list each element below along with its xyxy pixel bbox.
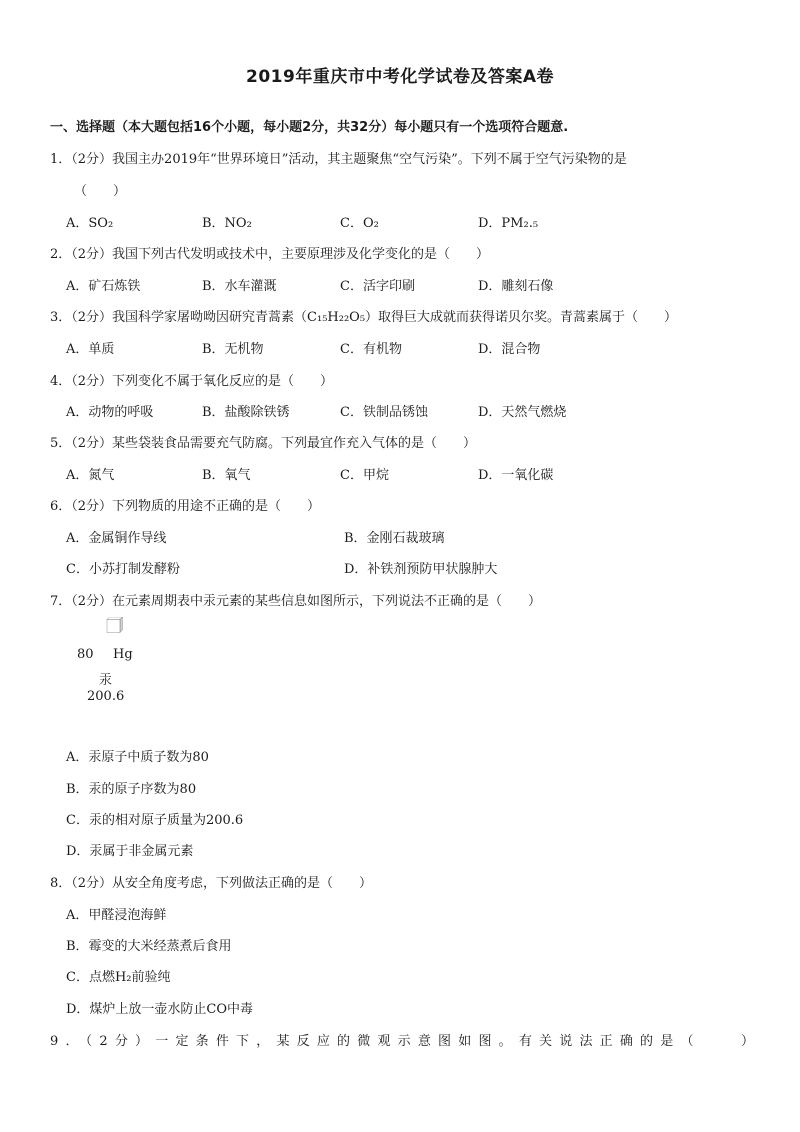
question-7-stem [50, 590, 541, 609]
question-number: 2． [50, 247, 72, 262]
question-1-stem [50, 148, 627, 167]
q7-option-d: D．汞属于非金属元素 [66, 844, 194, 859]
q6-option-c: C．小苏打制发酵粉 [66, 562, 180, 577]
q6-option-d: D．补铁剂预防甲状腺肿大 [344, 562, 498, 577]
q6-option-b: B．金刚石裁玻璃 [344, 531, 445, 546]
element-card-mercury [67, 617, 167, 717]
q4-option-d: D．天然气燃烧 [478, 405, 567, 420]
q5-option-c: C．甲烷 [340, 468, 389, 483]
q3-option-d: D．混合物 [478, 342, 541, 357]
q3-option-c: C．有机物 [340, 342, 402, 357]
q1-option-d: D．PM₂.₅ [478, 216, 539, 231]
question-number: 9． [50, 1034, 86, 1049]
q7-option-b: B．汞的原子序数为80 [66, 782, 197, 797]
q2-option-d: D．雕刻石像 [478, 279, 554, 294]
q3-option-a: A．单质 [66, 342, 115, 357]
q1-option-b: B．NO₂ [202, 216, 252, 231]
question-4-stem [50, 370, 333, 389]
question-text: （2分）我国主办2019年“世界环境日”活动，其主题聚焦“空气污染”。下列不属于空气污染物的是 [71, 152, 627, 167]
q5-option-b: B．氧气 [202, 468, 251, 483]
question-text: （2分）某些袋装食品需要充气防腐。下列最宜作充入气体的是（ ） [71, 436, 477, 451]
q4-option-c: C．铁制品锈蚀 [340, 405, 428, 420]
question-text: （2分）从安全角度考虑，下列做法正确的是（ ） [71, 876, 373, 891]
q2-option-a: A．矿石炼铁 [66, 279, 141, 294]
q8-option-d: D．煤炉上放一壶水防止CO中毒 [66, 1002, 254, 1017]
q1-option-c: C．O₂ [340, 216, 379, 231]
q7-option-c: C．汞的相对原子质量为200.6 [66, 813, 244, 828]
atomic-mass: 200.6 [87, 689, 125, 704]
question-9-stem [50, 1030, 761, 1049]
q1-option-a: A．SO₂ [66, 216, 114, 231]
question-number: 5． [50, 436, 72, 451]
q7-option-a: A．汞原子中质子数为80 [66, 750, 209, 765]
question-number: 8． [50, 876, 72, 891]
question-number: 1． [50, 152, 72, 167]
q8-option-b: B．霉变的大米经蒸煮后食用 [66, 939, 232, 954]
question-number: 3． [50, 310, 72, 325]
question-text: （2分）下列变化不属于氧化反应的是（ ） [71, 374, 334, 389]
cube-outline-icon [67, 617, 163, 633]
question-number: 7． [50, 594, 72, 609]
question-text: （2分）我国下列古代发明或技术中，主要原理涉及化学变化的是（ ） [71, 247, 490, 262]
q8-option-c: C．点燃H₂前验纯 [66, 970, 171, 985]
element-symbol: Hg [113, 647, 133, 662]
q6-option-a: A．金属铜作导线 [66, 531, 167, 546]
q3-option-b: B．无机物 [202, 342, 264, 357]
question-6-stem [50, 495, 320, 514]
question-8-stem [50, 872, 372, 891]
page-title: 2019年重庆市中考化学试卷及答案A卷 [246, 67, 554, 87]
question-2-stem [50, 243, 489, 262]
question-number: 4． [50, 374, 72, 389]
q2-option-b: B．水车灌溉 [202, 279, 277, 294]
question-text: （2分）我国科学家屠呦呦因研究青蒿素（C₁₅H₂₂O₅）取得巨大成就而获得诺贝尔奖。青蒿素属于（ ） [71, 310, 678, 325]
question-text: （2分）在元素周期表中汞元素的某些信息如图所示，下列说法不正确的是（ ） [71, 594, 542, 609]
question-5-stem [50, 432, 476, 451]
q4-option-b: B．盐酸除铁锈 [202, 405, 290, 420]
q2-option-c: C．活字印刷 [340, 279, 415, 294]
question-1-stem-cont: （ ） [74, 184, 127, 199]
question-text: （2分）一定条件下，某反应的微观示意图如图。有关说法正确的是（ ） [85, 1034, 762, 1049]
element-name: 汞 [99, 673, 113, 688]
question-3-stem [50, 306, 677, 325]
q4-option-a: A．动物的呼吸 [66, 405, 154, 420]
q8-option-a: A．甲醛浸泡海鲜 [66, 908, 167, 923]
section-heading: 一、选择题（本大题包括16个小题，每小题2分，共32分）每小题只有一个选项符合题意. [50, 120, 569, 135]
question-number: 6． [50, 499, 72, 514]
question-text: （2分）下列物质的用途不正确的是（ ） [71, 499, 321, 514]
q5-option-d: D．一氧化碳 [478, 468, 554, 483]
atomic-number: 80 [77, 647, 94, 662]
q5-option-a: A．氮气 [66, 468, 115, 483]
